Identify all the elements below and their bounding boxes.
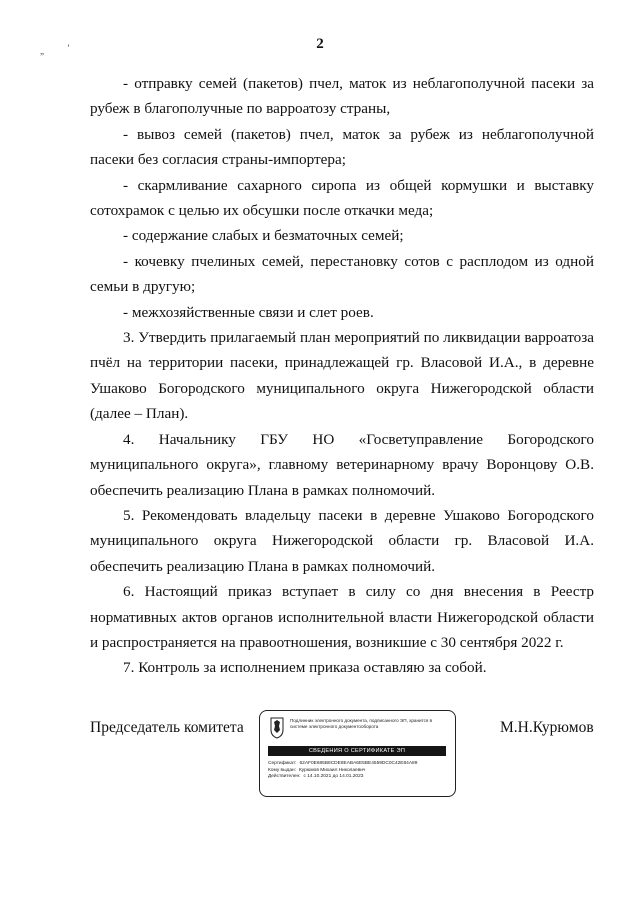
stamp-label: Сертификат: <box>268 761 297 766</box>
stamp-label: Кому выдан: <box>268 767 296 773</box>
paragraph: 5. Рекомендовать владельцу пасеки в деревне Ушаково Богородского муниципального округа Нижегородской области гр. Власовой И.А. обеспечить реализацию Плана в рамках полномочий. <box>90 506 594 575</box>
paragraph: - отправку семей (пакетов) пчел, маток из неблагополучной пасеки за рубеж в благополучные по варроатозу страны, <box>90 75 594 118</box>
paragraph: - кочевку пчелиных семей, перестановку сотов с расплодом из одной семьи в другую; <box>90 252 594 296</box>
signer-name: М.Н.Курюмов <box>500 719 594 736</box>
coat-of-arms-icon <box>270 717 284 739</box>
paragraph: 7. Контроль за исполнением приказа оставляю за собой. <box>123 659 487 677</box>
stamp-value: с 14.10.2021 до 14.01.2023 <box>303 774 364 779</box>
stamp-header: Подлинник электронного документа, подписанного ЭП, хранится в системе электронного документооборота <box>290 718 433 729</box>
document-body <box>90 71 594 681</box>
signer-position: Председатель комитета <box>90 719 244 736</box>
signature-block <box>0 708 640 798</box>
stamp-details <box>268 761 450 781</box>
paragraph: 3. Утвердить прилагаемый план мероприятий по ликвидации варроатоза пчёл на территории пасеки, принадлежащей гр. Власовой И.А., в деревне Ушаково Богородского муниципального округа Нижегородской области (далее – План). <box>90 329 594 423</box>
scan-mark: „ <box>40 46 44 56</box>
page-number: 2 <box>316 36 324 52</box>
stamp-value: Курюмов Михаил Николаевич <box>299 767 366 773</box>
paragraph: - межхозяйственные связи и слет роев. <box>123 303 374 321</box>
paragraph: - вывоз семей (пакетов) пчел, маток за рубеж из неблагополучной пасеки без согласия страны-импортера; <box>90 125 594 169</box>
paragraph: 4. Начальнику ГБУ НО «Госветуправление Богородского муниципального округа», главному ветеринарному врачу Воронцову О.В. обеспечить реализацию Плана в рамках полномочий. <box>90 430 594 499</box>
stamp-value: 62AF0E685B8CDE8EABA6E5BE4559DC0C42E84A89 <box>299 761 418 766</box>
paragraph: 6. Настоящий приказ вступает в силу со дня внесения в Реестр нормативных актов органов исполнительной власти Нижегородской области и распространяется на правоотношения, возникшие с 30 сентября 2022 г. <box>90 583 594 651</box>
stamp-label: Действителен: <box>268 774 301 779</box>
stamp-row <box>268 774 450 781</box>
paragraph: - содержание слабых и безматочных семей; <box>123 227 404 245</box>
scan-mark: ’ <box>67 43 70 53</box>
stamp-title: СВЕДЕНИЯ О СЕРТИФИКАТЕ ЭП <box>268 746 446 756</box>
paragraph: - скармливание сахарного сиропа из общей кормушки и выставку сотохрамок с целью их обсушки после откачки меда; <box>90 176 594 220</box>
e-signature-stamp <box>259 710 456 797</box>
